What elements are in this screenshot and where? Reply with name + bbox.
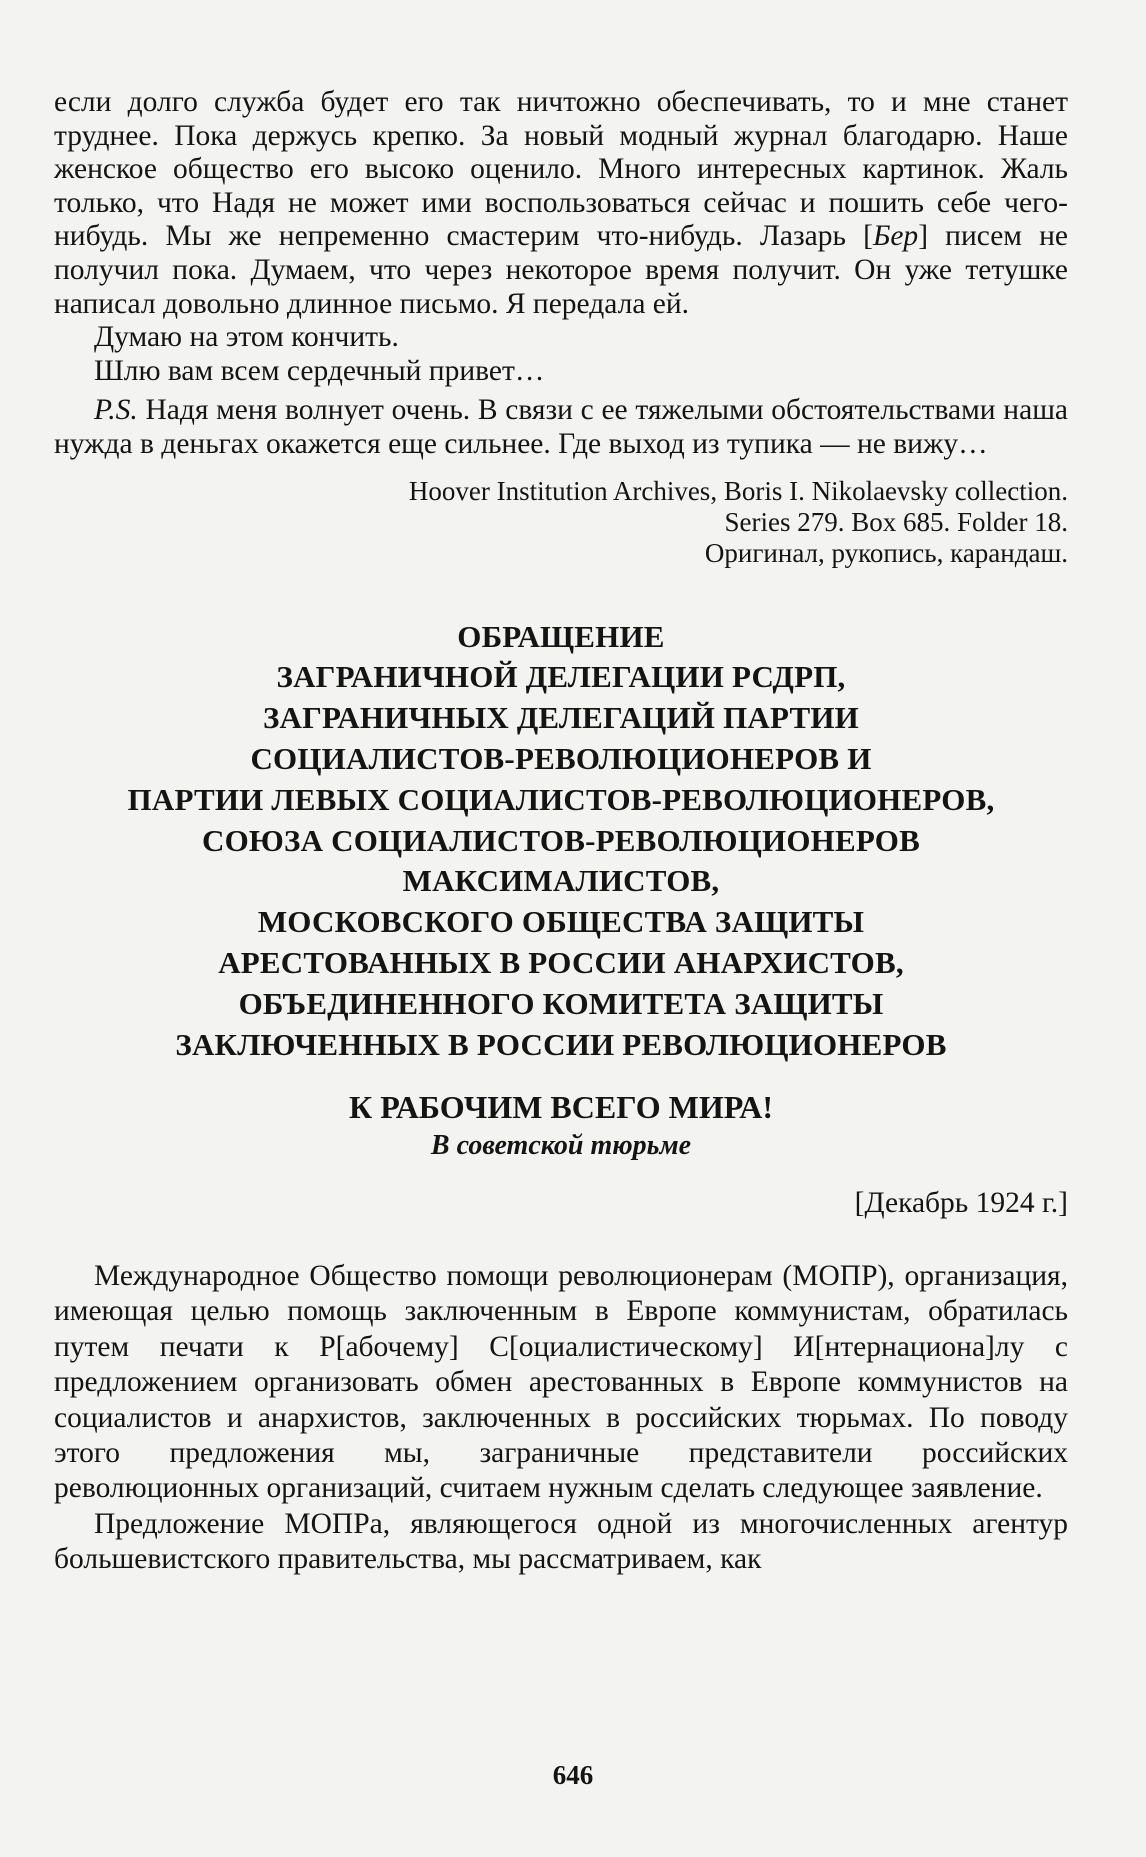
appeal-subtitle: К РАБОЧИМ ВСЕГО МИРА! bbox=[349, 1089, 773, 1126]
source-line-folder: Series 279. Box 685. Folder 18. bbox=[724, 506, 1068, 537]
source-line-original: Оригинал, рукопись, карандаш. bbox=[704, 537, 1068, 568]
heading-line: АРЕСТОВАННЫХ В РОССИИ АНАРХИСТОВ, bbox=[218, 944, 904, 980]
letter-text-part1: если долго служба будет его так ничтожно обеспечивать, то и мне станет труднее. Пока держусь крепко. За новый модный журнал благодарю. Наше женское общество его высоко оценило. Много интересных картинок. Жаль только, что Надя не может ими воспользоваться сейчас и пошить себе чего-нибудь. Мы же непременно смастерим что-нибудь. Лазарь [ bbox=[54, 86, 1068, 253]
heading-line: МАКСИМАЛИСТОВ, bbox=[402, 863, 720, 899]
section-title: В советской тюрьме bbox=[430, 1130, 692, 1162]
heading-line: МОСКОВСКОГО ОБЩЕСТВА ЗАЩИТЫ bbox=[257, 904, 865, 940]
heading-line: ОБЪЕДИНЕННОГО КОМИТЕТА ЗАЩИТЫ bbox=[238, 985, 884, 1021]
postscript-label: P.S. bbox=[94, 394, 138, 427]
postscript-text: Надя меня волнует очень. В связи с ее тяжелыми обстоятельствами наша нужда в деньгах окажется еще сильнее. Где выход из тупика — не вижу… bbox=[54, 394, 1068, 460]
heading-line: ЗАГРАНИЧНОЙ ДЕЛЕГАЦИИ РСДРП, bbox=[276, 659, 846, 695]
letter-paragraph bbox=[54, 86, 1068, 321]
archive-source bbox=[54, 476, 1068, 569]
heading-line: ПАРТИИ ЛЕВЫХ СОЦИАЛИСТОВ-РЕВОЛЮЦИОНЕРОВ, bbox=[127, 781, 995, 817]
page-content bbox=[54, 86, 1068, 1578]
appeal-paragraph: Предложение МОПРа, являющегося одной из многочисленных агентур большевистского правительства, мы рассматриваем, как bbox=[54, 1507, 1068, 1576]
heading-line: СОЦИАЛИСТОВ-РЕВОЛЮЦИОНЕРОВ И bbox=[250, 740, 872, 776]
heading-line: СОЮЗА СОЦИАЛИСТОВ-РЕВОЛЮЦИОНЕРОВ bbox=[202, 822, 920, 858]
heading-line: ЗАГРАНИЧНЫХ ДЕЛЕГАЦИЙ ПАРТИИ bbox=[262, 700, 859, 736]
document-heading bbox=[54, 617, 1068, 1066]
appeal-body bbox=[54, 1259, 1068, 1578]
letter-text-part2: ] писем не получил пока. Думаем, что через некоторое время получит. Он уже тетушке написал довольно длинное письмо. Я передала ей. bbox=[54, 220, 1068, 320]
page-number: 646 bbox=[552, 1760, 594, 1790]
source-line-archive: Hoover Institution Archives, Boris I. Nikolaevsky collection. bbox=[408, 475, 1068, 506]
document-date: [Декабрь 1924 г.] bbox=[854, 1187, 1068, 1220]
appeal-paragraph: Международное Общество помощи революционерам (МОПР), организация, имеющая целью помощь заключенным в Европе коммунистам, обратилась путем печати к Р[абочему] С[оциалистическому] И[нтернациона]лу с предложением организовать обмен арестованных в Европе коммунистов на социалистов и анархистов, заключенных в российских тюрьмах. По поводу этого предложения мы, заграничные представители российских революционных организаций, считаем нужным сделать следующее заявление. bbox=[54, 1259, 1068, 1505]
heading-line: ОБРАЩЕНИЕ bbox=[457, 618, 665, 654]
letter-emphasis: Бер bbox=[872, 220, 919, 253]
heading-line: ЗАКЛЮЧЕННЫХ В РОССИИ РЕВОЛЮЦИОНЕРОВ bbox=[175, 1026, 947, 1062]
letter-greeting-line: Шлю вам всем сердечный привет… bbox=[94, 354, 545, 387]
letter-closing-line: Думаю на этом кончить. bbox=[94, 321, 399, 354]
postscript bbox=[54, 394, 1068, 461]
